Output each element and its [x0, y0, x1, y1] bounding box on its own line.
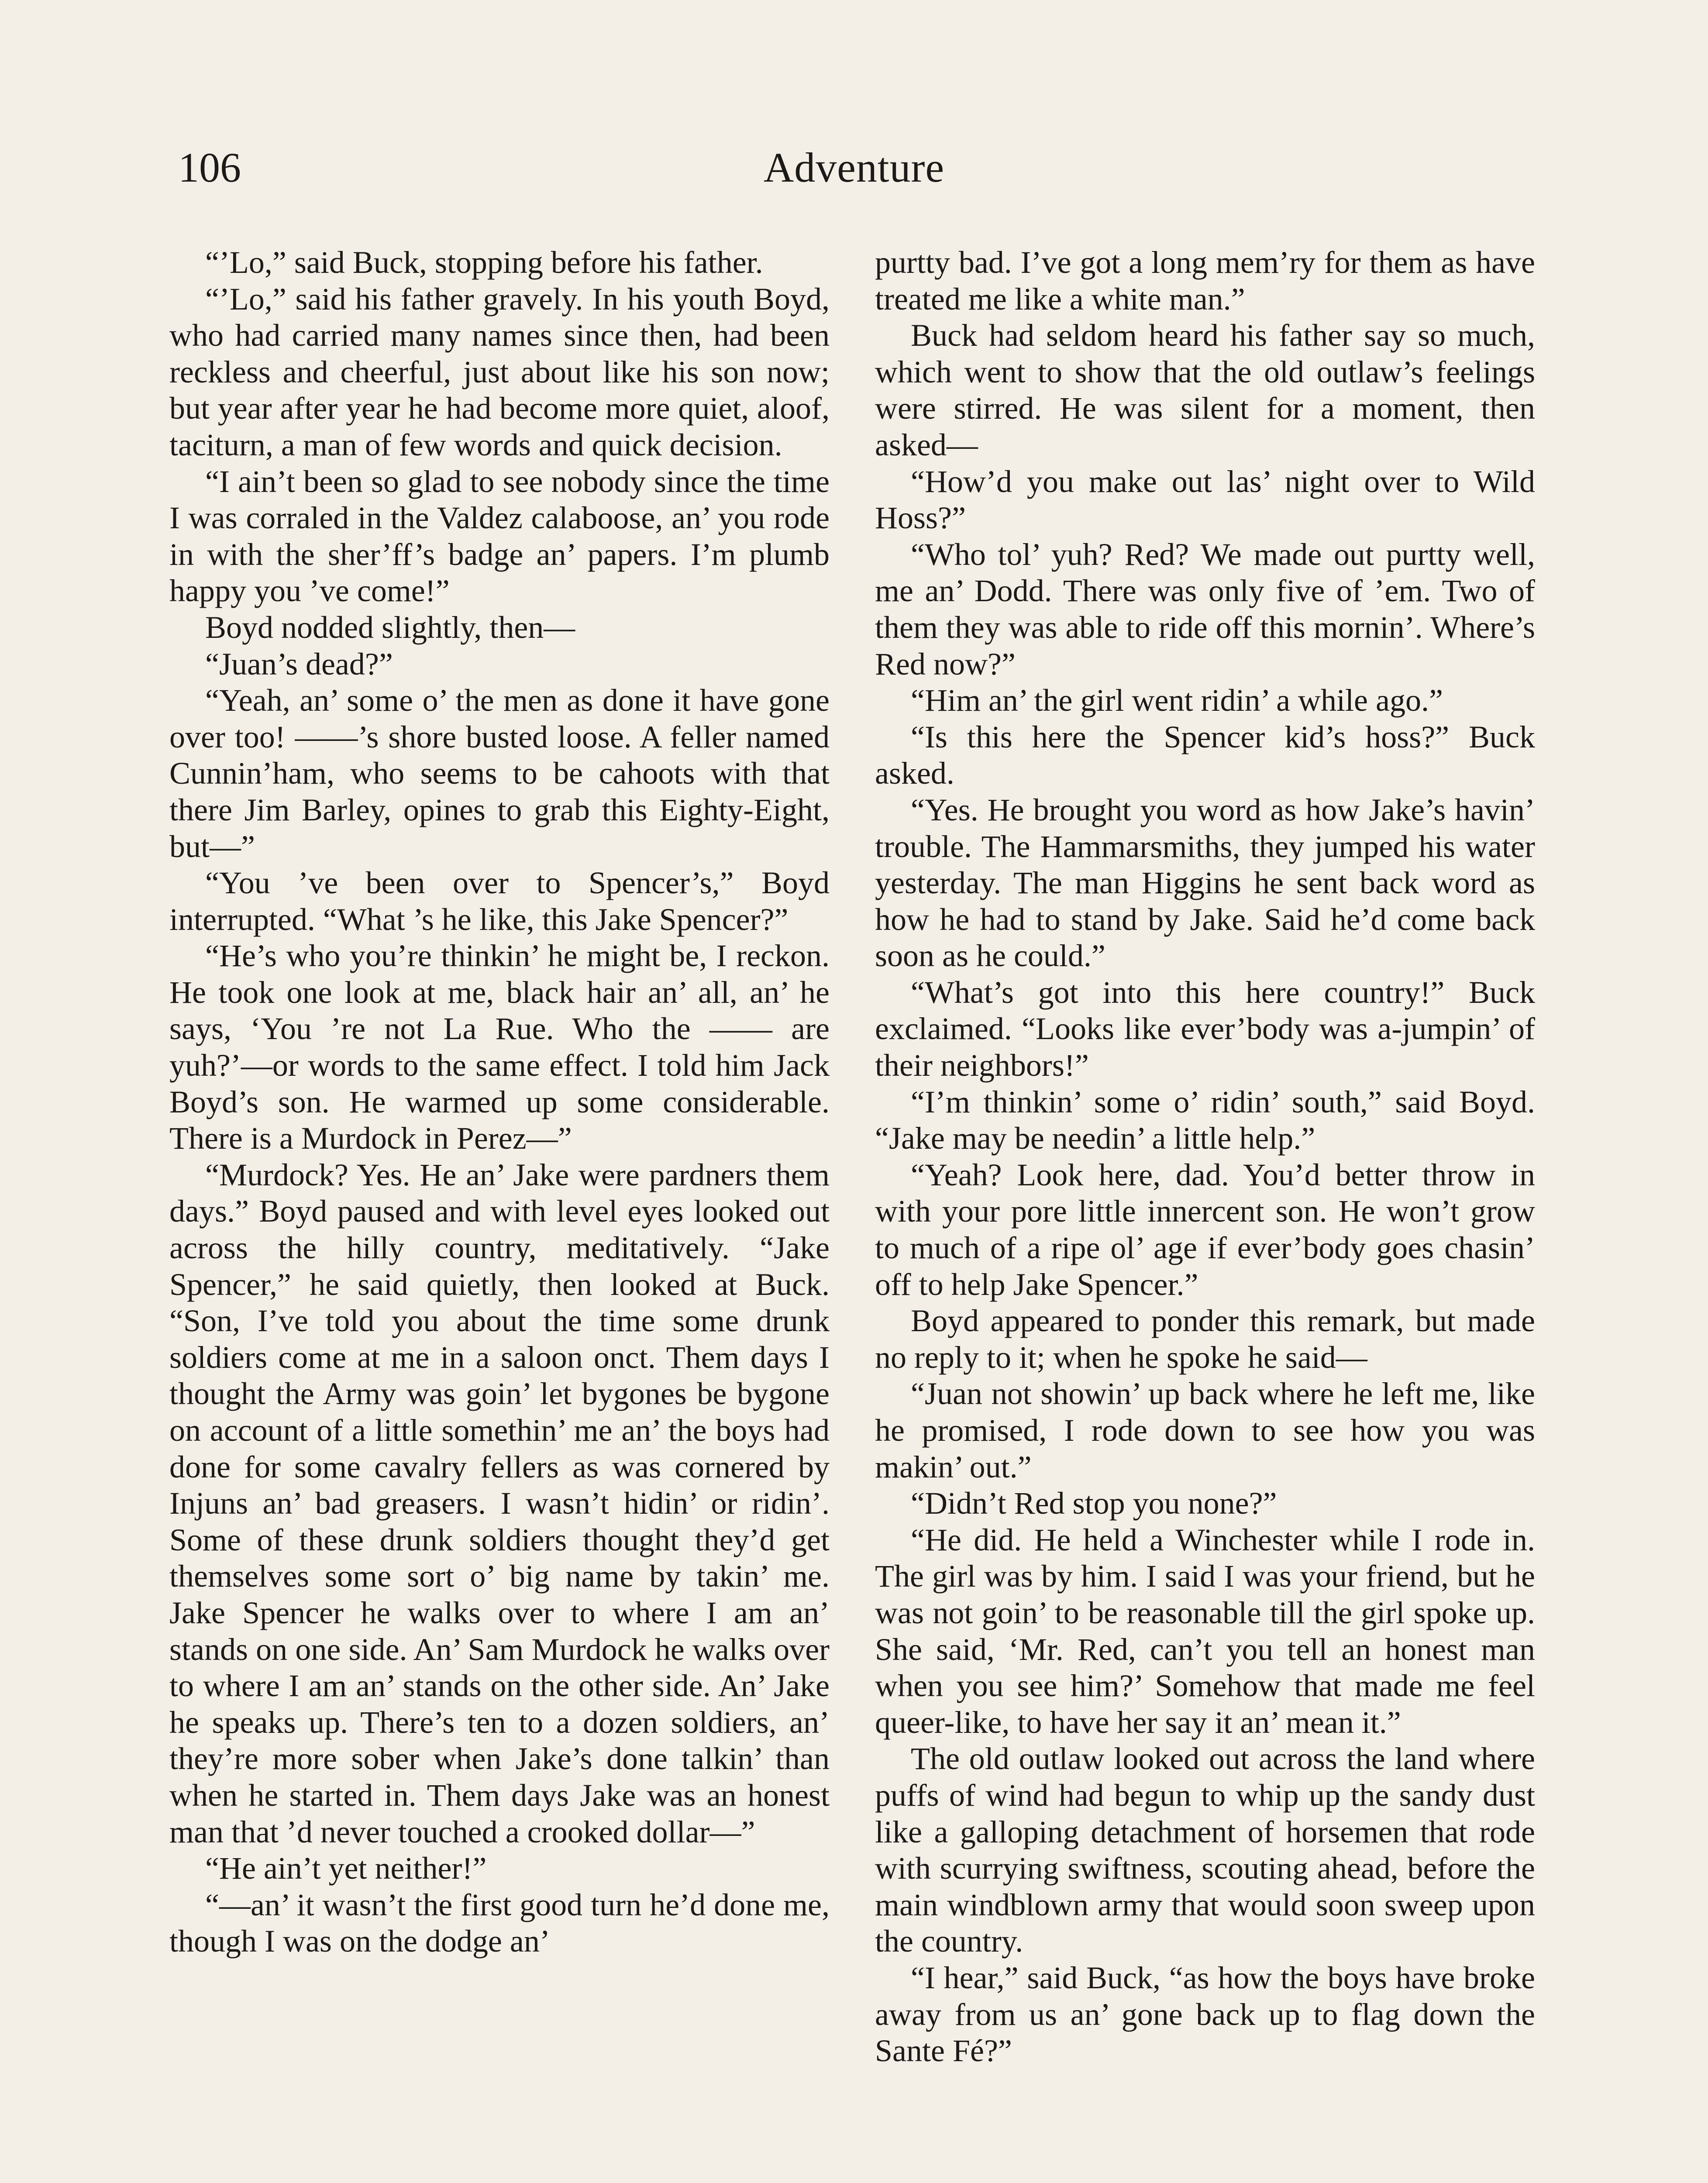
paragraph: “I hear,” said Buck, “as how the boys have broke away from us an’ gone back up to flag down the Sante Fé?” — [875, 1960, 1535, 2069]
paragraph: “I’m thinkin’ some o’ ridin’ south,” said Boyd. “Jake may be needin’ a little help.” — [875, 1084, 1535, 1156]
paragraph: “’Lo,” said Buck, stopping before his father. — [205, 245, 763, 280]
paragraph: The old outlaw looked out across the land where puffs of wind had begun to whip up the sandy dust like a galloping detachment of horsemen that rode with scurrying swiftness, scouting ahead, before the main windblown army that would soon sweep upon the country. — [875, 1741, 1535, 1959]
paragraph: “Is this here the Spencer kid’s hoss?” Buck asked. — [875, 719, 1535, 791]
paragraph: “Didn’t Red stop you none?” — [911, 1486, 1277, 1521]
paragraph: “’Lo,” said his father gravely. In his youth Boyd, who had carried many names since then, had been reckless and cheerful, just about like his son now; but year after year he had become more quiet, aloof, taciturn, a man of few words and quick decision. — [169, 281, 830, 462]
paragraph: “—an’ it wasn’t the first good turn he’d done me, though I was on the dodge an’ — [169, 1887, 830, 1959]
paragraph: Boyd nodded slightly, then— — [205, 609, 575, 645]
right-column — [875, 244, 1535, 2069]
paragraph: “He ain’t yet neither!” — [205, 1851, 487, 1886]
paragraph: purtty bad. I’ve got a long mem’ry for them as have treated me like a white man.” — [875, 245, 1535, 317]
paragraph: “You ’ve been over to Spencer’s,” Boyd interrupted. “What ’s he like, this Jake Spencer?” — [169, 865, 830, 937]
paragraph: “Yeah, an’ some o’ the men as done it have gone over too! ——’s shore busted loose. A feller named Cunnin’ham, who seems to be cahoots with that there Jim Barley, opines to grab this Eighty-Eight, but—” — [169, 683, 830, 864]
paragraph: Buck had seldom heard his father say so much, which went to show that the old outlaw’s feelings were stirred. He was silent for a moment, then asked— — [875, 318, 1535, 462]
page-title: Adventure — [763, 144, 945, 191]
paragraph: “Juan’s dead?” — [205, 646, 393, 682]
page-number: 106 — [178, 144, 241, 191]
paragraph: “How’d you make out las’ night over to Wild Hoss?” — [875, 464, 1535, 536]
paragraph: “What’s got into this here country!” Buck exclaimed. “Looks like ever’body was a-jumpin’ of their neighbors!” — [875, 974, 1535, 1083]
paragraph: Boyd appeared to ponder this remark, but made no reply to it; when he spoke he said— — [875, 1303, 1535, 1375]
paragraph: “He did. He held a Winchester while I rode in. The girl was by him. I said I was your friend, but he was not goin’ to be reasonable till the girl spoke up. She said, ‘Mr. Red, can’t you tell an honest man when you see him?’ Somehow that made me feel queer-like, to have her say it an’ mean it.” — [875, 1522, 1535, 1740]
paragraph: “Who tol’ yuh? Red? We made out purtty well, me an’ Dodd. There was only five of ’em. Two of them they was able to ride off this mornin’. Where’s Red now?” — [875, 537, 1535, 682]
paragraph: “Yeah? Look here, dad. You’d better throw in with your pore little innercent son. He won’t grow to much of a ripe ol’ age if ever’body goes chasin’ off to help Jake Spencer.” — [875, 1157, 1535, 1302]
left-column — [169, 244, 830, 1960]
paragraph: “Juan not showin’ up back where he left me, like he promised, I rode down to see how you was makin’ out.” — [875, 1376, 1535, 1484]
paragraph: “I ain’t been so glad to see nobody since the time I was corraled in the Valdez calaboose, an’ you rode in with the sher’ff’s badge an’ papers. I’m plumb happy you ’ve come!” — [169, 464, 830, 609]
paragraph: “Him an’ the girl went ridin’ a while ago.” — [911, 683, 1443, 718]
paragraph: “Yes. He brought you word as how Jake’s havin’ trouble. The Hammarsmiths, they jumped his water yesterday. The man Higgins he sent back word as how he had to stand by Jake. Said he’d come back soon as he could.” — [875, 792, 1535, 974]
paragraph: “He’s who you’re thinkin’ he might be, I reckon. He took one look at me, black hair an’ all, an’ he says, ‘You ’re not La Rue. Who the —— are yuh?’—or words to the same effect. I told him Jack Boyd’s son. He warmed up some considerable. There is a Murdock in Perez—” — [169, 938, 830, 1156]
paragraph: “Murdock? Yes. He an’ Jake were pardners them days.” Boyd paused and with level eyes looked out across the hilly country, meditatively. “Jake Spencer,” he said quietly, then looked at Buck. “Son, I’ve told you about the time some drunk soldiers come at me in a saloon onct. Them days I thought the Army was goin’ let bygones be bygone on account of a little somethin’ me an’ the boys had done for some cavalry fellers as was cornered by Injuns an’ bad greasers. I wasn’t hidin’ or ridin’. Some of these drunk soldiers thought they’d get themselves some sort o’ big name by takin’ me. Jake Spencer he walks over to where I am an’ stands on one side. An’ Sam Murdock he walks over to where I am an’ stands on the other side. An’ Jake he speaks up. There’s ten to a dozen soldiers, an’ they’re more sober when Jake’s done talkin’ than when he started in. Them days Jake was an honest man that ’d never touched a crooked dollar—” — [169, 1157, 830, 1849]
